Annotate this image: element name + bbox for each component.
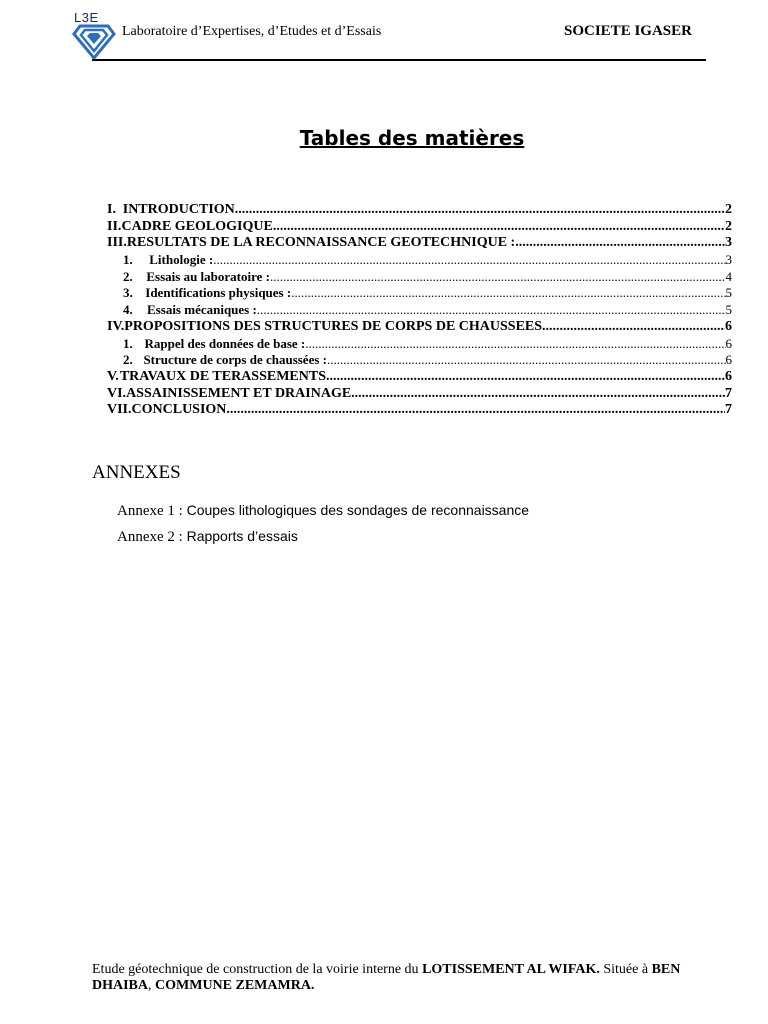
annexes-title: ANNEXES [92, 462, 181, 483]
toc-text: CONCLUSION [131, 402, 227, 418]
toc-text: PROPOSITIONS DES STRUCTURES DE CORPS DE CHAUSSEES [124, 318, 543, 334]
toc-leader [327, 352, 726, 369]
toc-number: 1. [123, 252, 133, 268]
toc-leader [213, 252, 725, 269]
toc-leader [257, 302, 726, 319]
toc-text: Essais au laboratoire : [146, 268, 270, 284]
toc-number: 3. [123, 285, 133, 301]
toc-entry[interactable] [107, 402, 732, 419]
toc-page: 6 [725, 368, 732, 384]
toc-number: 2. [123, 268, 133, 284]
toc-leader [291, 285, 725, 302]
toc-text: RESULTATS DE LA RECONNAISSANCE GEOTECHNIQUE : [126, 235, 516, 251]
annexe-text: Rapports d’essais [186, 528, 298, 544]
toc-page: 4 [725, 268, 732, 284]
toc-entry[interactable] [107, 386, 732, 403]
annexe-label: Annexe 2 : [117, 529, 183, 545]
toc-page: 5 [725, 302, 732, 318]
footer-commune: COMMUNE ZEMAMRA. [155, 978, 315, 993]
toc-page: 6 [725, 352, 732, 368]
toc-page: 5 [725, 285, 732, 301]
toc-subentry[interactable] [107, 352, 732, 369]
toc-page: 6 [725, 335, 732, 351]
toc-page: 7 [725, 385, 732, 401]
toc-number: 1. [123, 335, 133, 351]
annexe-label: Annexe 1 : [117, 503, 183, 519]
footer-text: , [148, 978, 156, 993]
toc-page: 6 [725, 318, 732, 334]
toc-leader [226, 402, 725, 419]
toc-number: 2. [123, 352, 133, 368]
toc-number: VI. [107, 385, 127, 401]
toc-number: V. [107, 368, 119, 384]
toc-subentry[interactable] [107, 302, 732, 319]
toc-text: INTRODUCTION [122, 202, 235, 217]
toc-number: VII. [107, 402, 132, 418]
table-of-contents [107, 202, 732, 419]
toc-subentry[interactable] [107, 336, 732, 353]
toc-leader [235, 202, 725, 219]
logo-text: L3E [74, 10, 99, 25]
toc-text: CADRE GEOLOGIQUE [121, 218, 273, 234]
toc-text: Identifications physiques : [145, 285, 292, 301]
toc-page: 2 [725, 202, 732, 217]
toc-leader [305, 336, 725, 353]
toc-text: ASSAINISSEMENT ET DRAINAGE [126, 385, 352, 401]
toc-subentry[interactable] [107, 269, 732, 286]
toc-subentry[interactable] [107, 252, 732, 269]
toc-number: I. [107, 202, 116, 217]
toc-entry[interactable] [107, 202, 732, 219]
footer-locality: BEN DHAIBA [92, 962, 681, 993]
footer-project: LOTISSEMENT AL WIFAK. [422, 962, 600, 977]
toc-text: TRAVAUX DE TERASSEMENTS [119, 368, 327, 384]
toc-subentry[interactable] [107, 285, 732, 302]
page-footer [92, 962, 722, 994]
lab-name: Laboratoire d’Expertises, d’Etudes et d’Essais [122, 24, 382, 39]
toc-entry[interactable] [107, 369, 732, 386]
toc-page: 2 [725, 218, 732, 234]
toc-text: Essais mécaniques : [147, 302, 257, 318]
toc-number: III. [107, 235, 127, 251]
header-divider [92, 59, 706, 61]
toc-page: 3 [725, 252, 732, 268]
toc-text: Rappel des données de base : [144, 335, 306, 351]
toc-leader [351, 386, 725, 403]
toc-number: 4. [123, 302, 133, 318]
toc-leader [270, 269, 726, 286]
annexe-item [117, 528, 298, 546]
toc-page: 7 [725, 402, 732, 418]
toc-title: Tables des matières [299, 126, 525, 150]
toc-leader [515, 235, 725, 252]
toc-entry[interactable] [107, 319, 732, 336]
annexe-text: Coupes lithologiques des sondages de reconnaissance [186, 502, 530, 518]
footer-text: Située à [599, 962, 652, 977]
toc-entry[interactable] [107, 235, 732, 252]
toc-entry[interactable] [107, 219, 732, 236]
toc-leader [273, 219, 725, 236]
toc-text: Lithologie : [149, 252, 214, 268]
toc-number: II. [107, 218, 122, 234]
toc-page: 3 [725, 235, 732, 251]
toc-text: Structure de corps de chaussées : [143, 352, 327, 368]
annexe-item [117, 502, 529, 520]
company-name: SOCIETE IGASER [564, 23, 692, 39]
toc-leader [542, 319, 725, 336]
toc-leader [326, 369, 725, 386]
footer-text: Etude géotechnique de construction de la voirie interne du [92, 962, 423, 977]
toc-number: IV. [107, 318, 125, 334]
